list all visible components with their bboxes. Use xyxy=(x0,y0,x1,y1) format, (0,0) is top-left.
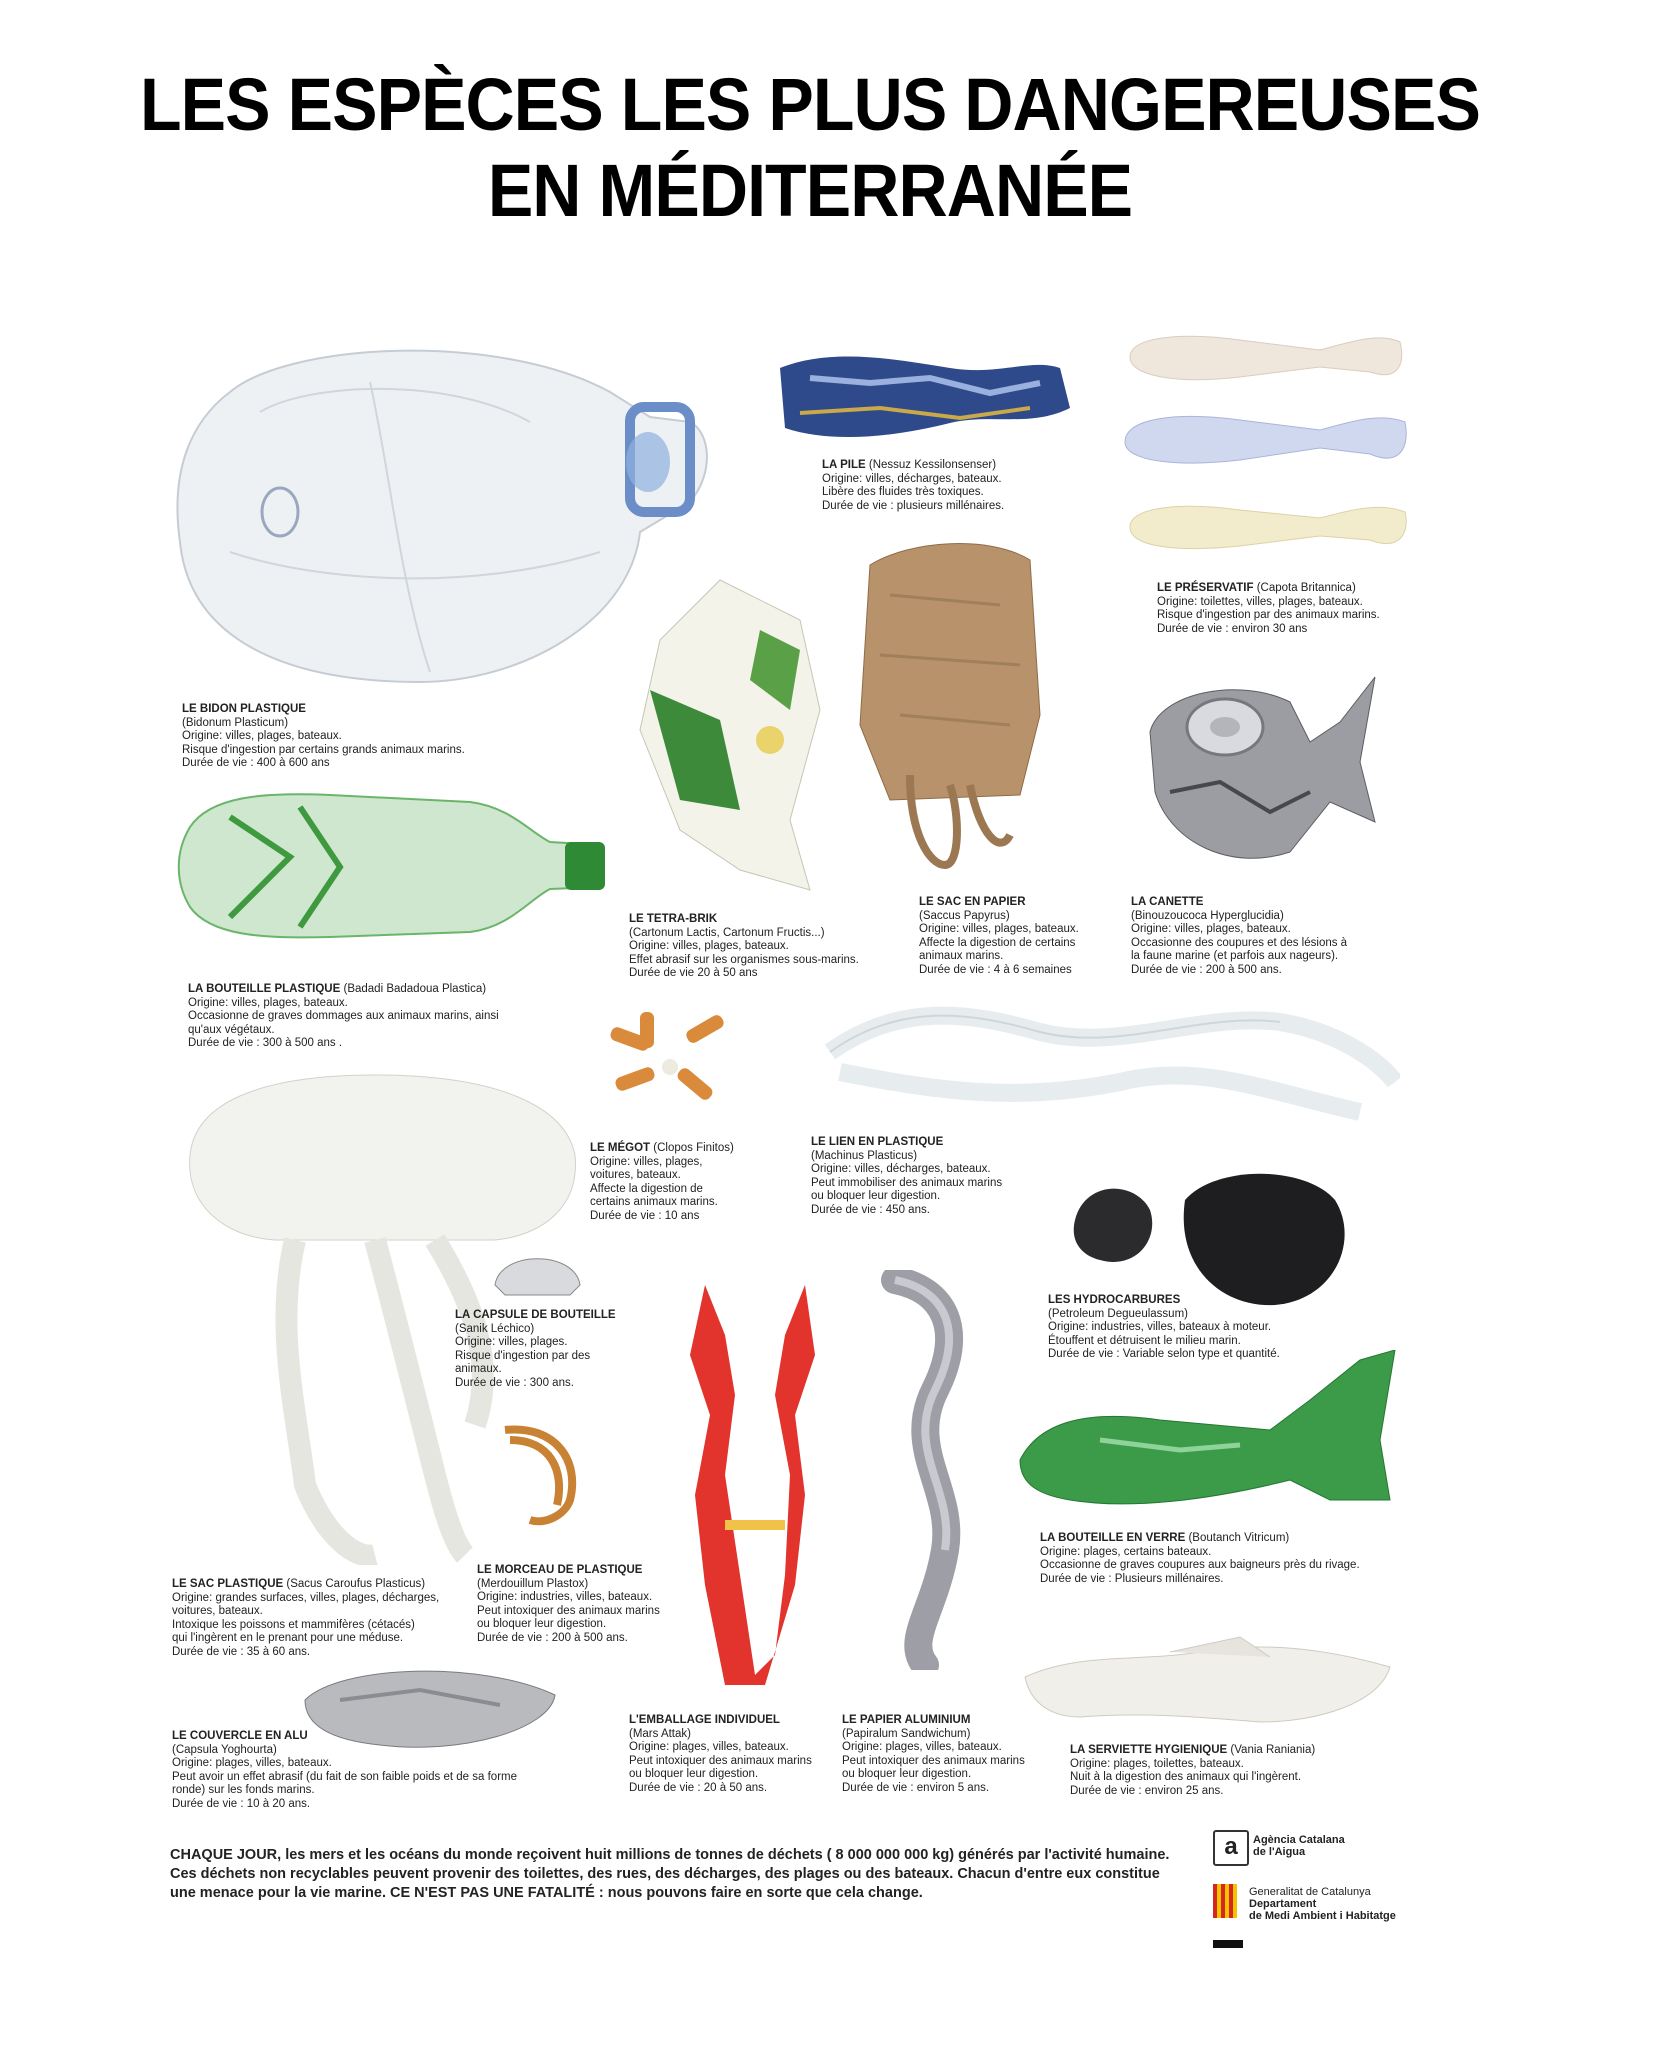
caption-emballage xyxy=(629,1714,812,1795)
green-bottle-image xyxy=(170,787,610,947)
caption-line: Durée de vie : 400 à 600 ans xyxy=(182,757,330,769)
caption-line: Origine: industries, villes, bateaux. xyxy=(477,1591,653,1603)
species-name: LA CANETTE xyxy=(1131,896,1204,908)
species-name: LE PRÉSERVATIF xyxy=(1157,582,1254,594)
tetra-brik-image xyxy=(620,570,840,900)
species-latin: (Sacus Caroufus Plasticus) xyxy=(286,1578,426,1590)
caption-line: Origine: villes, décharges, bateaux. xyxy=(822,472,1002,485)
caption-line: Origine: villes, plages. xyxy=(455,1336,568,1348)
caption-pile xyxy=(822,459,1004,513)
bottle-cap-image xyxy=(490,1240,585,1300)
caption-line: Origine: villes, plages, bateaux. xyxy=(182,730,342,742)
caption-line: Intoxique les poissons et mammifères (cétacés) xyxy=(172,1618,415,1631)
species-name: LA SERVIETTE HYGIENIQUE xyxy=(1070,1744,1228,1756)
species-name: LE COUVERCLE EN ALU xyxy=(172,1730,308,1742)
caption-line: Durée de vie : 300 ans. xyxy=(455,1376,574,1389)
caption-line: ou bloquer leur digestion. xyxy=(629,1768,759,1780)
footer-line: une menace pour la vie marine. CE N'EST PAS UNE FATALITÉ : nous pouvons faire en sorte que cela change. xyxy=(170,1885,923,1901)
caption-line: Durée de vie : 450 ans. xyxy=(811,1203,930,1216)
species-latin: (Badadi Badadoua Plastica) xyxy=(343,983,487,995)
caption-line: Durée de vie : 10 à 20 ans. xyxy=(172,1797,311,1810)
catalan-flag-icon xyxy=(1213,1884,1237,1918)
candy-wrapper-image xyxy=(665,1275,845,1695)
caption-line: Libère des fluides très toxiques. xyxy=(822,486,984,498)
species-latin: (Mars Attak) xyxy=(629,1727,691,1740)
title-line-2: EN MÉDITERRANÉE xyxy=(487,149,1133,232)
caption-sac-papier xyxy=(919,896,1079,977)
caption-line: qu'aux végétaux. xyxy=(188,1023,275,1036)
caption-canette xyxy=(1131,896,1347,977)
caption-tetra-brik xyxy=(629,913,859,981)
caption-line: voitures, bateaux. xyxy=(172,1605,263,1617)
caption-line: Occasionne de graves dommages aux animaux marins, ainsi xyxy=(188,1010,499,1022)
species-name: L'EMBALLAGE INDIVIDUEL xyxy=(629,1714,780,1726)
caption-line: Peut intoxiquer des animaux marins xyxy=(477,1604,660,1617)
caption-line: Origine: villes, plages, bateaux. xyxy=(629,940,789,952)
caption-bouteille-verre xyxy=(1040,1532,1360,1586)
caption-morceau-plastique xyxy=(477,1564,660,1645)
species-name: LA PILE xyxy=(822,459,866,471)
caption-line: Origine: grandes surfaces, villes, plages, décharges, xyxy=(172,1591,440,1604)
caption-line: Origine: villes, plages, bateaux. xyxy=(919,923,1079,935)
species-name: LE BIDON PLASTIQUE xyxy=(182,703,306,715)
species-latin: (Petroleum Degueulassum) xyxy=(1048,1307,1188,1320)
battery-image xyxy=(770,338,1080,448)
caption-line: Origine: plages, villes, bateaux. xyxy=(629,1741,789,1753)
species-latin: (Binouzoucoca Hyperglucidia) xyxy=(1131,909,1284,922)
caption-line: Étouffent et détruisent le milieu marin. xyxy=(1048,1334,1241,1347)
footer-line: Ces déchets non recyclables peuvent provenir des toilettes, des rues, des décharges, des plages ou des bateaux. Chacun d'entre eux constitue xyxy=(170,1866,1160,1882)
species-name: LE SAC EN PAPIER xyxy=(919,896,1026,908)
species-name: LA BOUTEILLE EN VERRE xyxy=(1040,1532,1186,1544)
plastic-piece-image xyxy=(495,1420,585,1530)
caption-serviette xyxy=(1070,1744,1315,1798)
caption-lien-plastique xyxy=(811,1136,1002,1217)
species-latin: (Bidonum Plasticum) xyxy=(182,716,289,729)
caption-line: Peut intoxiquer des animaux marins xyxy=(842,1754,1025,1767)
sanitary-towel-image xyxy=(1020,1622,1395,1732)
caption-couvercle-alu xyxy=(172,1730,517,1811)
poster-title xyxy=(65,62,1555,234)
caption-line: Durée de vie : plusieurs millénaires. xyxy=(822,499,1005,512)
species-name: LE LIEN EN PLASTIQUE xyxy=(811,1136,944,1148)
species-name: LE TETRA-BRIK xyxy=(629,913,718,925)
caption-line: ou bloquer leur digestion. xyxy=(477,1618,607,1630)
caption-line: Peut avoir un effet abrasif (du fait de son faible poids et de sa forme xyxy=(172,1770,517,1783)
caption-preservatif xyxy=(1157,582,1380,636)
plastic-strap-image xyxy=(820,992,1400,1122)
caption-papier-aluminium xyxy=(842,1714,1025,1795)
footer-text xyxy=(170,1846,1170,1903)
caption-line: Occasionne de graves coupures aux baigneurs près du rivage. xyxy=(1040,1559,1360,1571)
caption-line: Affecte la digestion de xyxy=(590,1182,703,1195)
caption-capsule xyxy=(455,1309,616,1390)
species-name: LE SAC PLASTIQUE xyxy=(172,1578,284,1590)
aca-logo-line2: de l'Aigua xyxy=(1253,1846,1306,1858)
caption-line: Durée de vie : 200 à 500 ans. xyxy=(1131,963,1282,976)
caption-line: Durée de vie : environ 25 ans. xyxy=(1070,1784,1224,1797)
species-latin: (Vania Raniania) xyxy=(1230,1744,1316,1756)
hydrocarbons-image xyxy=(1065,1160,1355,1310)
caption-line: Origine: villes, plages, xyxy=(590,1155,703,1168)
caption-line: certains animaux marins. xyxy=(590,1196,718,1208)
species-latin: (Capsula Yoghourta) xyxy=(172,1743,277,1756)
caption-line: Origine: toilettes, villes, plages, bateaux. xyxy=(1157,595,1363,608)
caption-line: Peut immobiliser des animaux marins xyxy=(811,1176,1003,1189)
caption-hydrocarbures xyxy=(1048,1294,1280,1362)
caption-sac-plastique xyxy=(172,1578,439,1659)
cigarette-butts-image xyxy=(600,1012,740,1132)
species-latin: (Capota Britannica) xyxy=(1256,582,1356,594)
condoms-image xyxy=(1120,322,1420,562)
caption-line: Origine: plages, villes, bateaux. xyxy=(172,1757,332,1769)
footer-line: CHAQUE JOUR, les mers et les océans du monde reçoivent huit millions de tonnes de déchets ( 8 000 000 000 kg) générés par l'activité humaine. xyxy=(170,1847,1170,1863)
caption-line: Effet abrasif sur les organismes sous-marins. xyxy=(629,953,859,966)
caption-line: Risque d'ingestion par certains grands animaux marins. xyxy=(182,743,465,756)
species-latin: (Saccus Papyrus) xyxy=(919,909,1010,922)
caption-line: Durée de vie : Variable selon type et quantité. xyxy=(1048,1348,1280,1360)
caption-line: ou bloquer leur digestion. xyxy=(842,1768,972,1780)
caption-line: Affecte la digestion de certains xyxy=(919,936,1076,949)
caption-line: Origine: villes, décharges, bateaux. xyxy=(811,1163,991,1175)
caption-line: Durée de vie : environ 5 ans. xyxy=(842,1781,990,1794)
species-name: LA BOUTEILLE PLASTIQUE xyxy=(188,983,341,995)
caption-line: Durée de vie : Plusieurs millénaires. xyxy=(1040,1572,1224,1585)
caption-line: Origine: industries, villes, bateaux à moteur. xyxy=(1048,1321,1272,1333)
paper-bag-image xyxy=(850,535,1050,875)
caption-line: qui l'ingèrent en le prenant pour une méduse. xyxy=(172,1632,404,1644)
caption-line: Origine: plages, villes, bateaux. xyxy=(842,1741,1002,1753)
caption-line: Risque d'ingestion par des animaux marins. xyxy=(1157,609,1380,621)
title-line-1: LES ESPÈCES LES PLUS DANGEREUSES xyxy=(139,63,1481,146)
caption-line: Durée de vie : 10 ans xyxy=(590,1209,700,1222)
caption-line: Durée de vie : 35 à 60 ans. xyxy=(172,1645,311,1658)
caption-line: ou bloquer leur digestion. xyxy=(811,1190,941,1202)
caption-line: Origine: plages, toilettes, bateaux. xyxy=(1070,1757,1244,1770)
caption-line: voitures, bateaux. xyxy=(590,1169,681,1181)
caption-line: Origine: plages, certains bateaux. xyxy=(1040,1545,1212,1558)
species-latin: (Machinus Plasticus) xyxy=(811,1149,918,1162)
species-latin: (Cartonum Lactis, Cartonum Fructis...) xyxy=(629,926,825,939)
caption-line: Durée de vie : 300 à 500 ans . xyxy=(188,1037,343,1049)
gencat-line1: Generalitat de Catalunya xyxy=(1249,1886,1371,1898)
aca-logo-line1: Agència Catalana xyxy=(1253,1834,1345,1846)
species-name: LE MÉGOT xyxy=(590,1142,651,1154)
caption-line: Durée de vie : environ 30 ans xyxy=(1157,622,1308,635)
caption-line: Origine: villes, plages, bateaux. xyxy=(188,996,348,1009)
caption-line: Risque d'ingestion par des xyxy=(455,1349,591,1362)
caption-line: Durée de vie : 200 à 500 ans. xyxy=(477,1631,628,1644)
species-name: LES HYDROCARBURES xyxy=(1048,1294,1181,1306)
species-latin: (Merdouillum Plastox) xyxy=(477,1577,589,1590)
aluminium-foil-image xyxy=(875,1270,985,1670)
caption-megot xyxy=(590,1142,734,1223)
species-latin: (Sanik Léchico) xyxy=(455,1322,535,1335)
caption-bouteille-plastique xyxy=(188,983,499,1051)
small-logo-mark xyxy=(1213,1940,1243,1948)
caption-line: la faune marine (et parfois aux nageurs). xyxy=(1131,950,1339,962)
caption-line: ronde) sur les fonds marins. xyxy=(172,1784,315,1796)
aca-logo-icon: a xyxy=(1213,1830,1249,1866)
caption-line: animaux. xyxy=(455,1363,502,1375)
caption-line: Peut intoxiquer des animaux marins xyxy=(629,1754,812,1767)
species-latin: (Nessuz Kessilonsenser) xyxy=(868,459,997,471)
caption-bidon-plastique xyxy=(182,703,465,771)
caption-line: Durée de vie : 4 à 6 semaines xyxy=(919,963,1072,976)
caption-line: Origine: villes, plages, bateaux. xyxy=(1131,923,1291,935)
species-name: LA CAPSULE DE BOUTEILLE xyxy=(455,1309,616,1321)
caption-line: Durée de vie : 20 à 50 ans. xyxy=(629,1781,768,1794)
species-latin: (Clopos Finitos) xyxy=(653,1142,734,1154)
species-latin: (Papiralum Sandwichum) xyxy=(842,1727,971,1740)
caption-line: animaux marins. xyxy=(919,950,1004,962)
glass-bottle-image xyxy=(1010,1350,1400,1530)
species-name: LE PAPIER ALUMINIUM xyxy=(842,1714,971,1726)
gencat-line2: Departament xyxy=(1249,1898,1317,1910)
species-latin: (Boutanch Vitricum) xyxy=(1188,1532,1290,1544)
crushed-can-image xyxy=(1140,672,1380,872)
caption-line: Durée de vie 20 à 50 ans xyxy=(629,967,758,979)
species-name: LE MORCEAU DE PLASTIQUE xyxy=(477,1564,643,1576)
caption-line: Occasionne des coupures et des lésions à xyxy=(1131,936,1348,949)
caption-line: Nuit à la digestion des animaux qui l'ingèrent. xyxy=(1070,1771,1302,1783)
gencat-line3: de Medi Ambient i Habitatge xyxy=(1249,1910,1396,1922)
